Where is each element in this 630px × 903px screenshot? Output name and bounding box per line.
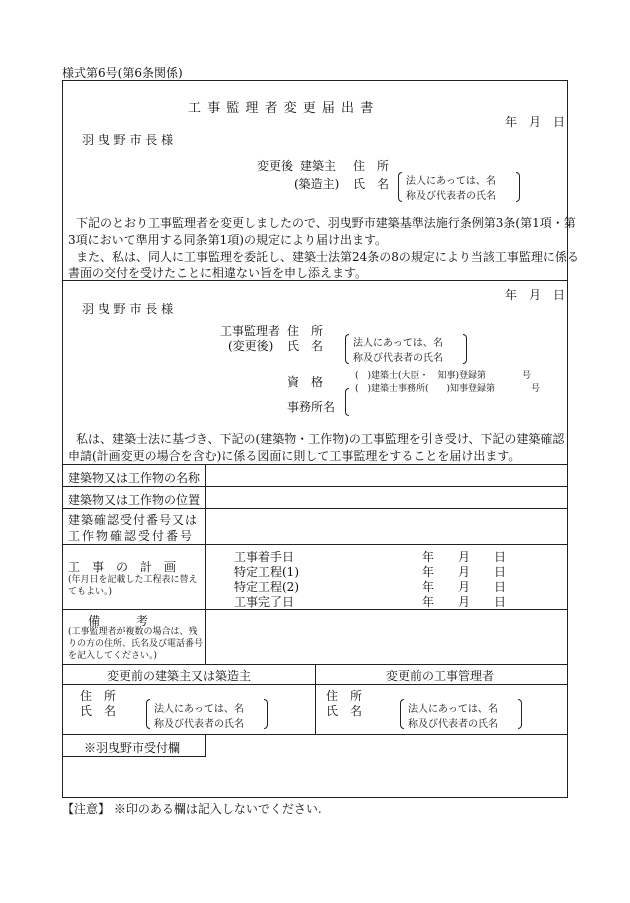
para3-line1: 私は、建築士法に基づき、下記の(建築物・工作物)の工事監理を引き受け、下記の建築確認 <box>76 432 565 446</box>
corp-note-line2: 称及び代表者の氏名 <box>408 719 498 730</box>
bracket-left <box>400 699 404 729</box>
builder-label: (築造主) <box>294 177 340 191</box>
after-change-label: 変更後 <box>257 159 294 173</box>
plan-item: 特定工程(2) <box>234 580 299 594</box>
bracket-right <box>518 699 522 729</box>
address-label: 住 所 <box>353 159 390 173</box>
qualification-line2[interactable]: ( )建築士事務所( )知事登録第 号 <box>355 384 541 394</box>
addressee: 羽 曳 野 市 長 様 <box>82 133 174 147</box>
date-label-2[interactable]: 年 月 日 <box>505 288 566 302</box>
bracket-left <box>398 172 402 202</box>
before-supervisor-address: 住 所 <box>326 689 363 703</box>
table-line <box>62 544 568 545</box>
after-change-label-2: (変更後) <box>228 339 274 353</box>
corp-note-line1: 法人にあっては、名 <box>154 704 244 715</box>
office-name-label: 事務所名 <box>287 400 336 414</box>
para2-line2: 書面の交付を受けたことに相違ない旨を申し添えます。 <box>68 266 368 280</box>
plan-date[interactable]: 年 月 日 <box>422 595 507 609</box>
plan-item: 工事着手日 <box>234 550 295 564</box>
divider <box>62 280 568 281</box>
bracket-right <box>516 172 520 202</box>
table-column-divider <box>205 464 206 664</box>
form-number: 様式第6号(第6条関係) <box>62 66 183 80</box>
para3-line2: 申請(計画変更の場合を含む)に係る図面に則して工事監理をすることを届け出ます。 <box>68 449 521 463</box>
qualification-line1[interactable]: ( )建築士(大臣・ 知事)登録第 号 <box>355 371 532 381</box>
reception-area[interactable] <box>62 757 568 798</box>
table-line <box>62 464 568 465</box>
name-label-2: 氏 名 <box>287 339 324 353</box>
para1-line2: 3項において準用する同条第1項)の規定により届け出ます。 <box>68 233 387 247</box>
row-confirm-label-2: 工作物確認受付番号 <box>68 529 195 543</box>
bracket-right <box>463 334 467 364</box>
qualification-label: 資 格 <box>287 375 324 389</box>
bracket-left <box>345 388 349 416</box>
addressee-2: 羽 曳 野 市 長 様 <box>82 302 174 316</box>
corp-note-line1: 法人にあっては、名 <box>406 176 496 187</box>
before-supervisor-header: 変更前の工事管理者 <box>386 669 495 683</box>
para1-line1: 下記のとおり工事監理者を変更しましたので、羽曳野市建築基準法施行条例第3条(第1項・第 <box>76 216 576 230</box>
row-confirm-label-1: 建築確認受付番号又は <box>68 513 199 527</box>
plan-item: 特定工程(1) <box>234 565 299 579</box>
plan-label: 工 事 の 計 画 <box>68 560 177 574</box>
plan-note-2: てもよい。) <box>68 587 113 597</box>
row-location-label: 建築物又は工作物の位置 <box>68 493 201 507</box>
plan-date[interactable]: 年 月 日 <box>422 565 507 579</box>
table-line <box>62 508 568 509</box>
before-owner-name: 氏 名 <box>80 704 117 718</box>
bracket-right <box>264 699 268 729</box>
corp-note-line1: 法人にあっては、名 <box>408 704 498 715</box>
table-line <box>62 486 568 487</box>
corp-note-line1: 法人にあっては、名 <box>353 338 443 349</box>
para2-line1: また、私は、同人に工事監理を委託し、建築士法第24条の8の規定により当該工事監理に係る <box>76 250 579 264</box>
notice: 【注意】 ※印のある欄は記入しないでください. <box>62 802 322 816</box>
corp-note-line2: 称及び代表者の氏名 <box>406 191 496 202</box>
plan-date[interactable]: 年 月 日 <box>422 550 507 564</box>
corp-note-line2: 称及び代表者の氏名 <box>353 353 443 364</box>
bracket-left <box>146 699 150 729</box>
address-label-2: 住 所 <box>287 324 324 338</box>
plan-note-1: (年月日を記載した工程表に替え <box>68 575 198 585</box>
before-owner-address: 住 所 <box>80 689 117 703</box>
table-line <box>62 684 568 685</box>
before-owner-header: 変更前の建築主又は築造主 <box>107 669 252 683</box>
bracket-left <box>345 334 349 364</box>
owner-label: 建築主 <box>300 159 337 173</box>
name-label: 氏 名 <box>353 177 390 191</box>
remarks-note-3: を記入してください。) <box>68 651 158 661</box>
form-title: 工 事 監 理 者 変 更 届 出 書 <box>188 101 375 116</box>
plan-item: 工事完了日 <box>234 595 295 609</box>
before-column-divider <box>315 664 316 734</box>
supervisor-label: 工事監理者 <box>220 324 281 338</box>
row-name-label: 建築物又は工作物の名称 <box>68 471 201 485</box>
table-line <box>62 609 568 610</box>
corp-note-line2: 称及び代表者の氏名 <box>154 719 244 730</box>
reception-label: ※羽曳野市受付欄 <box>84 741 181 755</box>
remarks-note-2: りの方の住所、氏名及び電話番号 <box>68 639 204 649</box>
remarks-label: 備 考 <box>88 614 149 628</box>
remarks-note-1: (工事監理者が複数の場合は、残 <box>68 627 198 637</box>
plan-date[interactable]: 年 月 日 <box>422 580 507 594</box>
before-supervisor-name: 氏 名 <box>326 704 363 718</box>
date-label[interactable]: 年 月 日 <box>505 115 566 129</box>
